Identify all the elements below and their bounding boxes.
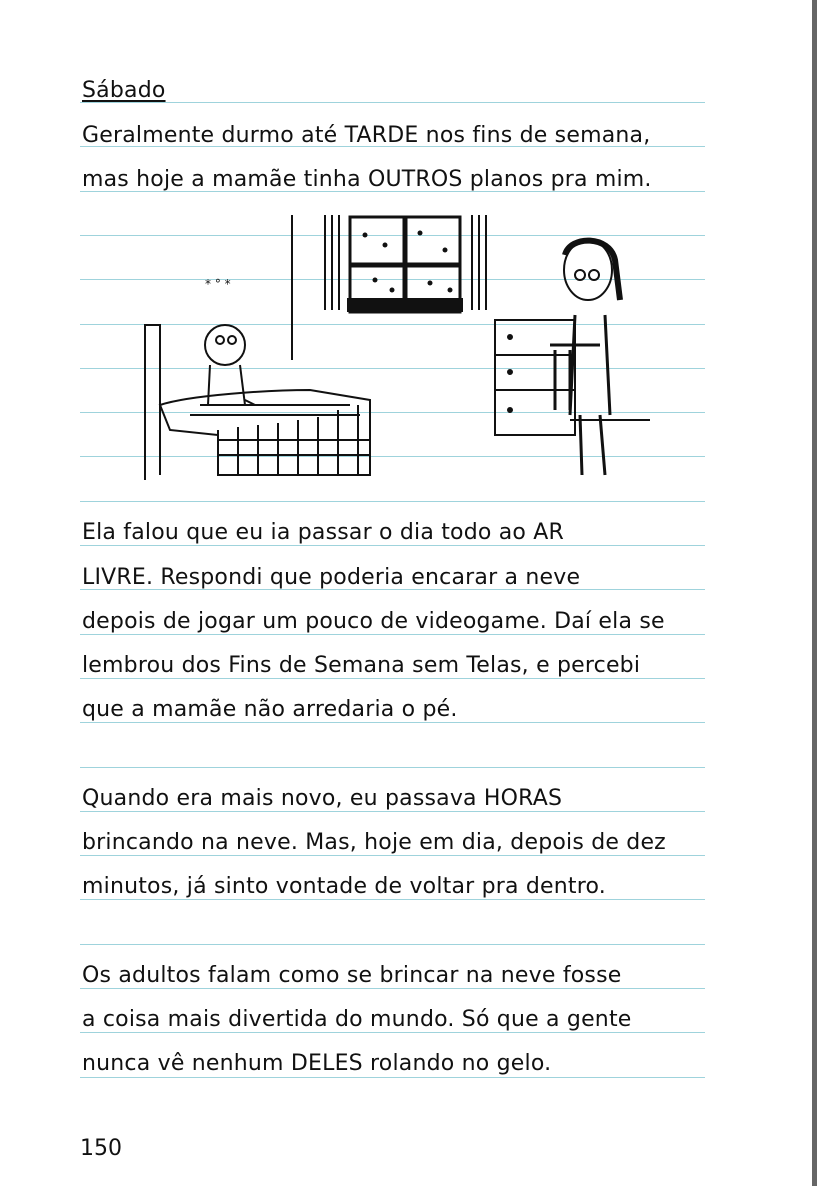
text-line: lembrou dos Fins de Semana sem Telas, e percebi (82, 653, 641, 678)
day-heading: Sábado (82, 78, 166, 103)
svg-text:* ° *: * ° * (205, 277, 231, 291)
text-line: LIVRE. Respondi que poderia encarar a neve (82, 565, 581, 590)
text-line: nunca vê nenhum DELES rolando no gelo. (82, 1051, 552, 1076)
text-line: Quando era mais novo, eu passava HORAS (82, 786, 563, 811)
text-line: que a mamãe não arredaria o pé. (82, 697, 458, 722)
mom (550, 240, 620, 475)
ruled-line (80, 501, 705, 502)
text-line: a coisa mais divertida do mundo. Só que a gente (82, 1007, 632, 1032)
text-line: minutos, já sinto vontade de voltar pra dentro. (82, 874, 606, 899)
window (325, 215, 486, 312)
page-number: 150 (80, 1136, 122, 1161)
bed (145, 325, 370, 480)
text-line: Geralmente durmo até TARDE nos fins de semana, (82, 123, 651, 148)
page-edge (812, 0, 817, 1186)
text-line: brincando na neve. Mas, hoje em dia, depois de dez (82, 830, 666, 855)
text-line: Os adultos falam como se brincar na neve fosse (82, 963, 622, 988)
text-line: Ela falou que eu ia passar o dia todo ao AR (82, 520, 564, 545)
ruled-line (80, 767, 705, 768)
ruled-line (80, 944, 705, 945)
text-line: mas hoje a mamãe tinha OUTROS planos pra mim. (82, 167, 652, 192)
ruled-line (80, 102, 705, 103)
illustration-bedroom (100, 205, 660, 490)
boy (205, 277, 255, 405)
text-line: depois de jogar um pouco de videogame. Daí ela se (82, 609, 665, 634)
